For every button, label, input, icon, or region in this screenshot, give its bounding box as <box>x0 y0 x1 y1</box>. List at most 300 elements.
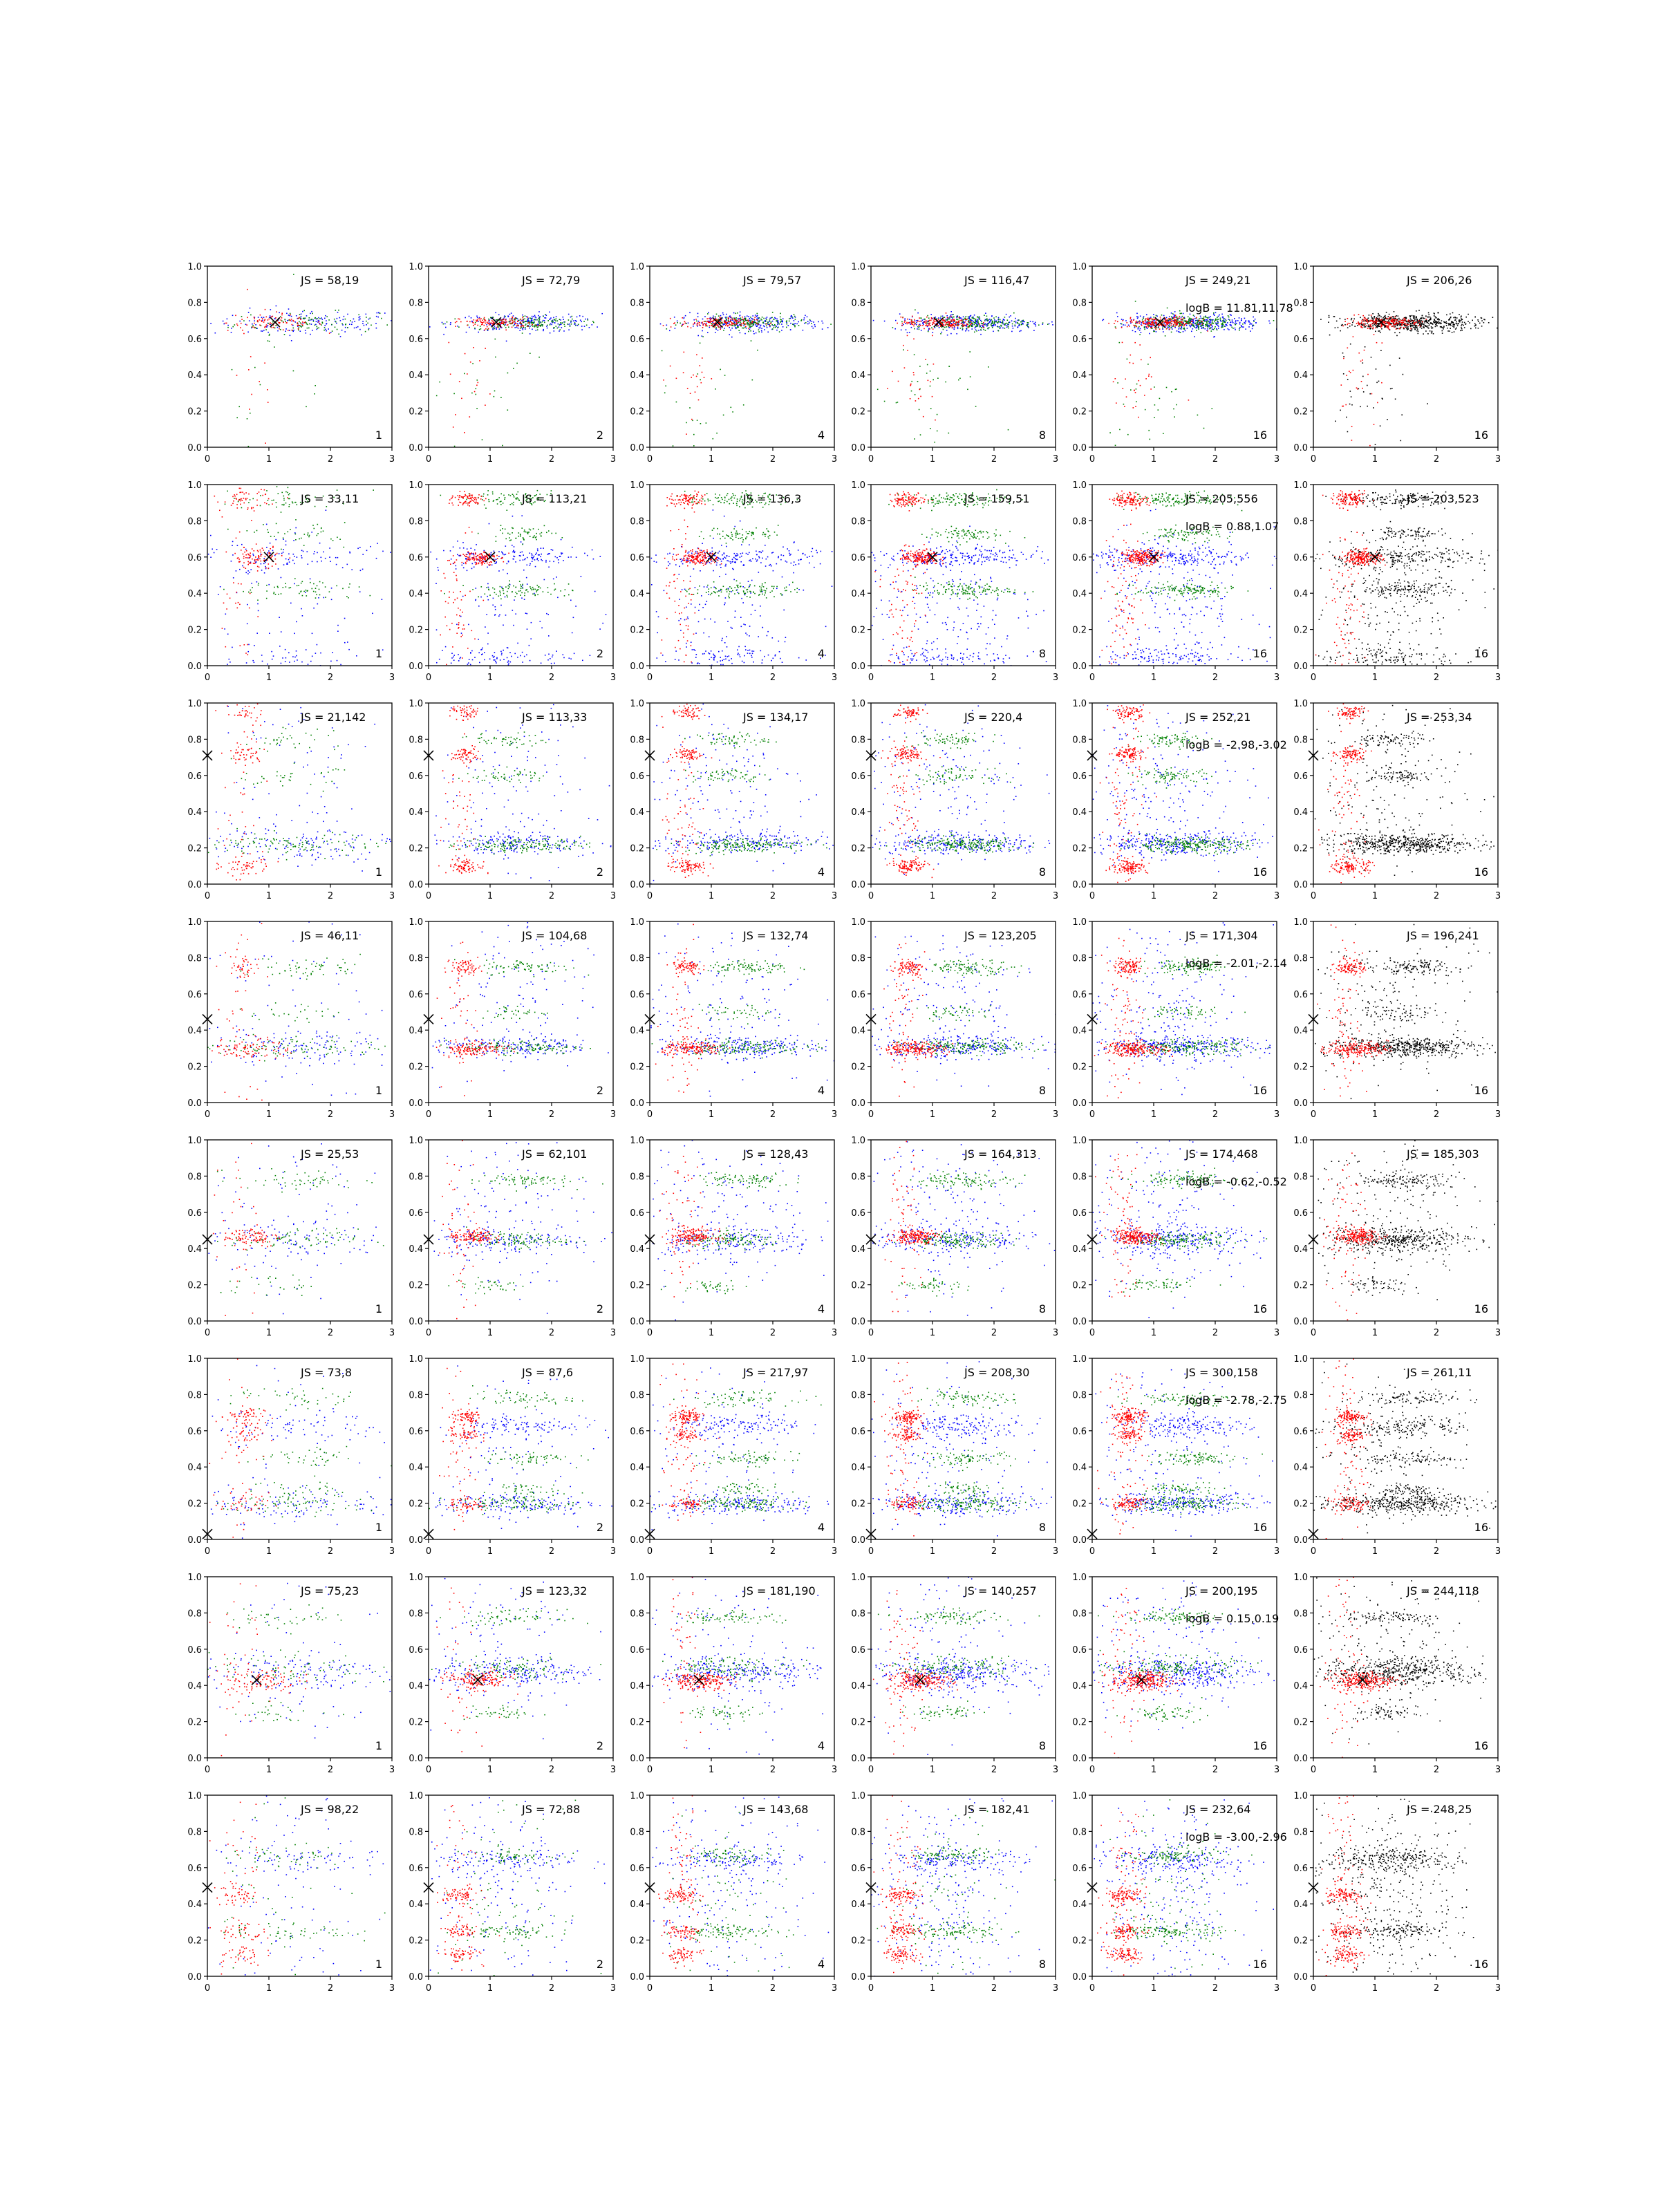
scatter-point <box>924 328 925 330</box>
scatter-point <box>735 317 737 319</box>
scatter-point <box>309 324 310 325</box>
scatter-point <box>538 324 540 325</box>
scatter-point <box>254 662 255 664</box>
scatter-point <box>245 653 247 654</box>
scatter-point <box>1375 331 1376 332</box>
scatter-point <box>279 323 280 324</box>
scatter-point <box>1201 327 1203 328</box>
scatter-point <box>1181 313 1182 315</box>
y-tick-label: 0.2 <box>409 407 423 418</box>
scatter-point <box>1021 324 1022 326</box>
x-tick-label: 0 <box>205 454 210 465</box>
scatter-point <box>531 321 532 323</box>
scatter-point <box>798 321 799 323</box>
scatter-point <box>1175 319 1177 321</box>
scatter-point <box>506 321 507 323</box>
scatter-point <box>1391 317 1392 318</box>
scatter-point <box>240 504 241 505</box>
scatter-point <box>711 378 713 379</box>
scatter-point <box>335 327 336 328</box>
scatter-point <box>538 311 540 312</box>
scatter-point <box>270 548 271 550</box>
scatter-point <box>707 332 709 333</box>
scatter-point <box>504 554 505 556</box>
scatter-point <box>1239 324 1241 325</box>
scatter-point <box>1412 315 1413 317</box>
scatter-point <box>1227 322 1228 324</box>
scatter-point <box>270 322 271 324</box>
scatter-point <box>1132 330 1134 332</box>
scatter-point <box>1181 328 1183 329</box>
scatter-point <box>807 317 808 318</box>
scatter-point <box>916 320 917 321</box>
scatter-point <box>1415 325 1416 326</box>
scatter-point <box>895 320 897 321</box>
scatter-point <box>1122 320 1123 321</box>
scatter-point <box>319 581 321 583</box>
scatter-point <box>1008 322 1009 324</box>
scatter-point <box>227 491 228 492</box>
scatter-point <box>1161 315 1163 316</box>
scatter-point <box>1328 321 1329 323</box>
scatter-point <box>1461 324 1463 326</box>
x-tick-label: 3 <box>389 673 395 683</box>
scatter-point <box>258 583 259 584</box>
scatter-point <box>938 326 939 327</box>
scatter-point <box>462 565 463 566</box>
scatter-point <box>750 317 751 318</box>
scatter-point <box>258 559 259 561</box>
scatter-point <box>1447 328 1448 329</box>
scatter-point <box>1052 324 1053 326</box>
scatter-point <box>276 502 277 503</box>
scatter-point <box>974 322 975 324</box>
scatter-point <box>469 316 470 317</box>
scatter-point <box>523 554 524 556</box>
scatter-point <box>281 320 283 321</box>
scatter-point <box>969 319 971 321</box>
scatter-point <box>479 329 480 330</box>
scatter-point <box>342 324 344 326</box>
scatter-point <box>512 317 513 319</box>
scatter-point <box>322 319 324 320</box>
scatter-point <box>222 516 223 518</box>
scatter-point <box>451 559 452 560</box>
scatter-point <box>1119 429 1121 431</box>
scatter-point <box>315 592 317 593</box>
scatter-point <box>592 321 594 322</box>
scatter-point <box>665 386 666 387</box>
scatter-point <box>909 319 910 320</box>
scatter-point <box>551 321 552 322</box>
scatter-point <box>775 327 776 328</box>
scatter-point <box>1198 326 1199 328</box>
scatter-point <box>1347 379 1349 380</box>
scatter-point <box>1163 331 1164 332</box>
scatter-point <box>593 322 594 324</box>
scatter-point <box>884 321 885 322</box>
scatter-point <box>1385 323 1386 324</box>
scatter-point <box>664 393 666 394</box>
scatter-point <box>1179 328 1180 329</box>
scatter-point <box>675 328 676 329</box>
scatter-point <box>933 322 935 324</box>
scatter-point <box>1152 319 1154 320</box>
scatter-point <box>306 595 308 597</box>
scatter-point <box>561 552 562 554</box>
scatter-point <box>1140 328 1141 330</box>
scatter-point <box>1250 330 1251 332</box>
scatter-point <box>1136 384 1138 385</box>
scatter-point <box>1406 321 1407 322</box>
scatter-point <box>322 321 324 323</box>
y-tick-label: 1.0 <box>630 262 644 272</box>
scatter-point <box>1435 317 1436 318</box>
scatter-point <box>256 500 258 501</box>
scatter-point <box>1370 326 1371 328</box>
scatter-point <box>695 391 696 393</box>
scatter-point <box>1180 328 1181 330</box>
scatter-point <box>728 321 729 323</box>
scatter-point <box>522 321 523 322</box>
scatter-point <box>1379 330 1380 332</box>
scatter-point <box>995 317 997 318</box>
scatter-point <box>274 319 276 320</box>
scatter-point <box>568 324 569 325</box>
scatter-point <box>920 396 921 397</box>
scatter-point <box>377 543 378 544</box>
scatter-point <box>1177 321 1178 322</box>
scatter-point <box>325 558 326 559</box>
scatter-point <box>1035 326 1037 327</box>
scatter-point <box>1380 425 1381 427</box>
scatter-point <box>751 320 753 321</box>
scatter-point <box>507 324 509 326</box>
scatter-point <box>522 315 523 316</box>
scatter-point <box>541 322 542 324</box>
scatter-point <box>1347 348 1349 349</box>
scatter-point <box>281 593 282 594</box>
scatter-point <box>1481 317 1482 319</box>
scatter-point <box>942 316 944 317</box>
scatter-point <box>740 312 741 313</box>
scatter-point <box>932 328 934 330</box>
scatter-point <box>344 331 346 332</box>
scatter-point <box>1246 320 1247 321</box>
scatter-point <box>822 328 823 330</box>
scatter-point <box>1201 321 1203 322</box>
scatter-point <box>266 503 268 505</box>
scatter-point <box>1206 321 1208 322</box>
scatter-point <box>359 317 360 319</box>
scatter-point <box>494 322 495 324</box>
scatter-point <box>491 322 492 324</box>
scatter-point <box>779 324 780 325</box>
scatter-point <box>1212 328 1213 330</box>
scatter-point <box>357 548 359 550</box>
scatter-point <box>733 324 735 325</box>
scatter-point <box>476 394 477 395</box>
scatter-point <box>250 356 252 357</box>
scatter-point <box>1212 321 1213 323</box>
scatter-point <box>906 329 907 330</box>
scatter-point <box>285 321 286 322</box>
scatter-point <box>485 323 487 324</box>
scatter-point <box>1148 326 1150 328</box>
scatter-point <box>521 323 522 324</box>
scatter-point <box>1135 301 1136 302</box>
scatter-point <box>1152 321 1154 323</box>
scatter-point <box>766 326 767 327</box>
scatter-point <box>340 336 341 337</box>
scatter-point <box>1198 324 1199 326</box>
scatter-point <box>1206 326 1207 327</box>
scatter-point <box>261 320 262 321</box>
scatter-point <box>223 603 225 604</box>
scatter-point <box>911 391 912 392</box>
y-tick-label: 1.0 <box>1072 262 1087 272</box>
scatter-point <box>1134 342 1136 344</box>
scatter-point <box>1210 321 1212 323</box>
scatter-point <box>1440 326 1441 328</box>
scatter-point <box>234 553 236 554</box>
panel-r1-c4 <box>851 262 1058 465</box>
scatter-point <box>570 317 572 318</box>
y-tick-label: 0.8 <box>851 298 865 308</box>
scatter-point <box>1207 326 1208 328</box>
scatter-point <box>336 564 337 565</box>
scatter-point <box>1237 320 1239 321</box>
scatter-point <box>1422 321 1423 323</box>
scatter-point <box>1215 320 1216 321</box>
scatter-point <box>1363 319 1365 321</box>
scatter-point <box>1181 319 1183 321</box>
scatter-point <box>1394 326 1395 328</box>
scatter-point <box>794 325 796 326</box>
panel-r1-c1 <box>187 262 395 465</box>
scatter-point <box>251 394 252 395</box>
scatter-point <box>1147 321 1148 323</box>
scatter-point <box>914 438 915 440</box>
scatter-point <box>344 522 346 523</box>
scatter-point <box>375 323 377 324</box>
y-tick-label: 0.8 <box>187 298 202 308</box>
scatter-point <box>337 318 338 319</box>
scatter-point <box>1206 317 1207 318</box>
scatter-point <box>326 320 327 321</box>
scatter-point <box>903 349 904 350</box>
scatter-point <box>504 325 505 326</box>
scatter-point <box>229 659 230 660</box>
scatter-point <box>1398 323 1399 324</box>
scatter-point <box>1248 321 1249 322</box>
scatter-point <box>737 312 738 314</box>
scatter-point <box>902 317 903 319</box>
scatter-point <box>1028 326 1029 328</box>
scatter-point <box>300 330 301 332</box>
scatter-point <box>1367 321 1368 322</box>
scatter-point <box>1335 421 1336 422</box>
scatter-point <box>1228 329 1230 330</box>
scatter-point <box>265 329 267 330</box>
scatter-point <box>232 503 234 505</box>
scatter-point <box>1179 324 1181 325</box>
scatter-point <box>1452 332 1453 333</box>
scatter-point <box>267 529 268 531</box>
scatter-point <box>926 321 928 322</box>
scatter-point <box>544 320 545 321</box>
scatter-point <box>1375 444 1376 445</box>
scatter-point <box>1188 400 1190 401</box>
x-tick-label: 1 <box>266 454 272 465</box>
scatter-point <box>299 538 300 540</box>
scatter-point <box>587 319 588 320</box>
scatter-point <box>1204 321 1206 322</box>
scatter-point <box>592 550 593 551</box>
scatter-point <box>302 581 303 583</box>
scatter-point <box>249 409 250 410</box>
scatter-point <box>1245 321 1246 323</box>
scatter-point <box>666 328 668 330</box>
scatter-point <box>581 326 583 327</box>
scatter-point <box>704 323 706 324</box>
scatter-point <box>1151 318 1152 319</box>
x-tick-label: 2 <box>1434 454 1439 465</box>
scatter-point <box>666 325 668 326</box>
scatter-point <box>372 613 373 615</box>
scatter-point <box>704 321 705 322</box>
scatter-point <box>329 547 330 549</box>
scatter-point <box>777 322 778 324</box>
scatter-point <box>555 556 556 558</box>
scatter-point <box>1177 324 1178 326</box>
scatter-point <box>313 553 315 554</box>
scatter-point <box>757 315 758 317</box>
scatter-point <box>284 334 285 335</box>
scatter-point <box>1159 328 1161 330</box>
scatter-point <box>805 315 806 317</box>
scatter-point <box>232 647 233 648</box>
scatter-point <box>377 317 379 318</box>
scatter-point <box>970 315 971 317</box>
scatter-point <box>1020 330 1022 332</box>
scatter-point <box>531 553 532 554</box>
scatter-point <box>1200 316 1201 317</box>
scatter-point <box>1150 388 1152 390</box>
scatter-point <box>1134 390 1135 391</box>
scatter-point <box>1483 322 1485 324</box>
scatter-point <box>474 554 475 556</box>
scatter-point <box>987 320 988 321</box>
scatter-point <box>677 322 678 324</box>
scatter-point <box>505 316 506 317</box>
scatter-point <box>525 327 526 328</box>
scatter-point <box>1128 325 1130 326</box>
scatter-point <box>991 324 992 326</box>
scatter-point <box>935 317 937 318</box>
scatter-point <box>1114 323 1115 324</box>
scatter-point <box>1362 324 1363 325</box>
scatter-point <box>696 354 697 355</box>
scatter-point <box>1138 317 1139 318</box>
scatter-point <box>1443 328 1444 330</box>
scatter-point <box>227 529 229 530</box>
scatter-point <box>1369 325 1371 326</box>
scatter-point <box>948 322 950 324</box>
scatter-point <box>561 554 563 555</box>
scatter-point <box>467 548 468 550</box>
scatter-point <box>265 327 266 328</box>
scatter-point <box>777 321 778 323</box>
scatter-point <box>268 340 269 341</box>
scatter-point <box>1235 328 1236 329</box>
scatter-point <box>1185 321 1186 322</box>
scatter-point <box>509 320 511 321</box>
scatter-point <box>746 328 747 329</box>
scatter-point <box>749 318 751 319</box>
scatter-point <box>1181 326 1182 328</box>
scatter-point <box>301 555 302 556</box>
scatter-point <box>1492 317 1494 318</box>
scatter-point <box>988 366 989 368</box>
scatter-point <box>913 372 915 373</box>
scatter-point <box>1360 326 1362 328</box>
scatter-point <box>1381 319 1382 321</box>
scatter-point <box>927 364 928 366</box>
scatter-point <box>1474 324 1476 325</box>
scatter-point <box>491 320 493 321</box>
scatter-point <box>690 393 691 394</box>
scatter-point <box>505 330 507 331</box>
scatter-point <box>538 560 539 561</box>
scatter-point <box>260 384 261 386</box>
scatter-point <box>514 319 516 321</box>
scatter-point <box>1461 319 1463 321</box>
scatter-point <box>280 329 281 330</box>
scatter-point <box>1156 331 1157 332</box>
scatter-point <box>911 381 912 382</box>
scatter-point <box>1147 318 1149 319</box>
scatter-point <box>450 550 451 552</box>
scatter-point <box>752 379 753 381</box>
scatter-point <box>347 327 348 328</box>
scatter-point <box>713 438 714 440</box>
scatter-point <box>930 314 932 315</box>
scatter-point <box>974 324 975 326</box>
scatter-point <box>288 494 290 496</box>
scatter-point <box>685 315 686 317</box>
scatter-point <box>1102 320 1103 321</box>
scatter-point <box>755 315 756 316</box>
scatter-point <box>257 321 259 323</box>
scatter-point <box>465 353 466 355</box>
scatter-point <box>1130 355 1132 356</box>
scatter-point <box>563 560 564 561</box>
scatter-point <box>965 330 966 332</box>
scatter-point <box>1150 327 1152 328</box>
scatter-point <box>581 329 583 330</box>
scatter-point <box>241 550 242 551</box>
scatter-point <box>261 552 262 553</box>
scatter-point <box>588 319 589 321</box>
scatter-point <box>1027 322 1029 324</box>
scatter-point <box>803 330 804 331</box>
scatter-point <box>716 433 718 434</box>
scatter-point <box>494 326 496 327</box>
scatter-point <box>729 327 730 328</box>
scatter-point <box>263 330 265 331</box>
scatter-point <box>338 310 339 311</box>
